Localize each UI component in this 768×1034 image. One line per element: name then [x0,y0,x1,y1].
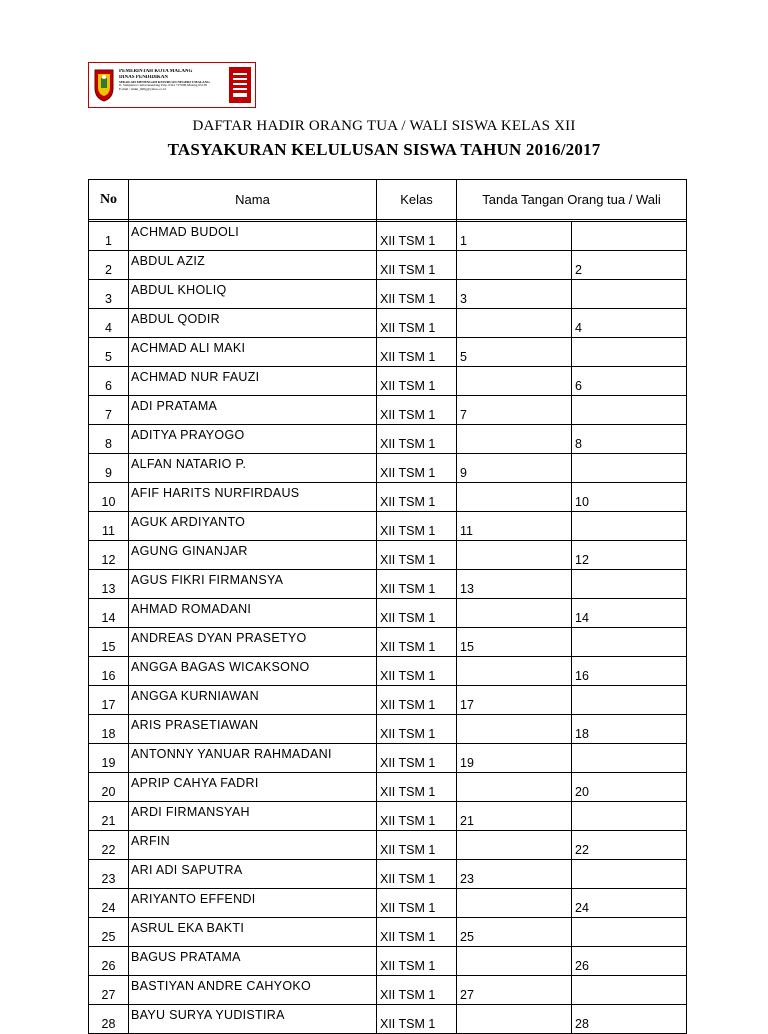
row-number: 2 [89,251,129,280]
row-nama: AGUNG GINANJAR [129,541,377,570]
table-row [89,744,687,773]
row-kelas: XII TSM 1 [377,425,457,454]
row-number: 7 [89,396,129,425]
row-nama: ABDUL QODIR [129,309,377,338]
row-signature-left: 1 [457,222,572,251]
row-nama: ACHMAD BUDOLI [129,222,377,251]
row-kelas: XII TSM 1 [377,1005,457,1034]
table-row [89,773,687,802]
table-row [89,280,687,309]
row-signature-right [572,454,687,483]
header-no: No [89,180,129,220]
row-signature-left [457,309,572,338]
row-kelas: XII TSM 1 [377,251,457,280]
row-nama: ANGGA KURNIAWAN [129,686,377,715]
row-signature-right [572,976,687,1005]
letterhead-line-4: Jl. Sampurna Cemorokandang Telp. 0341 727006 Malang 65138 [119,84,207,88]
row-signature-left [457,657,572,686]
table-row [89,686,687,715]
row-signature-left: 13 [457,570,572,599]
row-signature-left: 17 [457,686,572,715]
table-row [89,483,687,512]
row-number: 28 [89,1005,129,1034]
row-number: 12 [89,541,129,570]
letterhead-line-1: PEMERINTAH KOTA MALANG [119,69,193,74]
row-nama: ARIS PRASETIAWAN [129,715,377,744]
row-signature-right: 28 [572,1005,687,1034]
document-subtitle: TASYAKURAN KELULUSAN SISWA TAHUN 2016/2017 [167,140,601,159]
row-signature-right: 14 [572,599,687,628]
row-kelas: XII TSM 1 [377,715,457,744]
row-nama: ARIYANTO EFFENDI [129,889,377,918]
table-row [89,918,687,947]
row-nama: ACHMAD ALI MAKI [129,338,377,367]
row-kelas: XII TSM 1 [377,570,457,599]
school-emblem-logo [229,67,251,103]
row-number: 22 [89,831,129,860]
table-row [89,454,687,483]
row-number: 25 [89,918,129,947]
city-crest-logo [93,68,115,102]
table-row [89,947,687,976]
row-number: 10 [89,483,129,512]
row-number: 20 [89,773,129,802]
row-number: 19 [89,744,129,773]
row-signature-right: 20 [572,773,687,802]
table-row [89,1005,687,1034]
row-signature-right [572,918,687,947]
row-signature-right: 12 [572,541,687,570]
letterhead-line-3: SEKOLAH MENENGAH KEJURUAN NEGERI 9 MALANG [119,80,210,84]
row-number: 18 [89,715,129,744]
row-nama: APRIP CAHYA FADRI [129,773,377,802]
row-signature-right [572,512,687,541]
row-signature-left: 5 [457,338,572,367]
row-number: 11 [89,512,129,541]
table-row [89,425,687,454]
row-number: 16 [89,657,129,686]
row-signature-right [572,860,687,889]
row-signature-left [457,1005,572,1034]
row-nama: ANTONNY YANUAR RAHMADANI [129,744,377,773]
table-row [89,570,687,599]
row-nama: BASTIYAN ANDRE CAHYOKO [129,976,377,1005]
row-signature-left [457,251,572,280]
table-row [89,976,687,1005]
row-signature-left: 27 [457,976,572,1005]
row-number: 9 [89,454,129,483]
table-row [89,657,687,686]
row-signature-left: 25 [457,918,572,947]
table-row [89,222,687,251]
row-number: 13 [89,570,129,599]
row-number: 5 [89,338,129,367]
row-signature-right [572,338,687,367]
document-title: DAFTAR HADIR ORANG TUA / WALI SISWA KELAS XII [192,118,576,134]
row-nama: ARDI FIRMANSYAH [129,802,377,831]
row-signature-right: 24 [572,889,687,918]
row-kelas: XII TSM 1 [377,599,457,628]
attendance-table [88,179,687,1034]
row-signature-right: 2 [572,251,687,280]
row-kelas: XII TSM 1 [377,744,457,773]
row-nama: ADI PRATAMA [129,396,377,425]
row-nama: AFIF HARITS NURFIRDAUS [129,483,377,512]
header-tanda-tangan: Tanda Tangan Orang tua / Wali [457,180,687,220]
table-row [89,309,687,338]
row-kelas: XII TSM 1 [377,367,457,396]
row-number: 17 [89,686,129,715]
row-nama: ANDREAS DYAN PRASETYO [129,628,377,657]
row-nama: ABDUL KHOLIQ [129,280,377,309]
row-number: 4 [89,309,129,338]
table-row [89,889,687,918]
row-nama: ARFIN [129,831,377,860]
row-signature-left [457,947,572,976]
row-kelas: XII TSM 1 [377,686,457,715]
letterhead [88,62,256,108]
row-signature-left: 23 [457,860,572,889]
table-row [89,628,687,657]
row-nama: BAGUS PRATAMA [129,947,377,976]
table-row [89,831,687,860]
row-kelas: XII TSM 1 [377,222,457,251]
row-signature-right: 16 [572,657,687,686]
row-number: 1 [89,222,129,251]
row-nama: ARI ADI SAPUTRA [129,860,377,889]
table-row [89,802,687,831]
table-row [89,512,687,541]
row-kelas: XII TSM 1 [377,454,457,483]
header-nama: Nama [129,180,377,220]
row-signature-left [457,715,572,744]
row-signature-left [457,773,572,802]
row-kelas: XII TSM 1 [377,541,457,570]
row-kelas: XII TSM 1 [377,889,457,918]
row-nama: AGUS FIKRI FIRMANSYA [129,570,377,599]
row-nama: ASRUL EKA BAKTI [129,918,377,947]
row-nama: ABDUL AZIZ [129,251,377,280]
table-row [89,715,687,744]
attendance-rows [89,222,687,1034]
row-number: 23 [89,860,129,889]
row-kelas: XII TSM 1 [377,918,457,947]
row-nama: AGUK ARDIYANTO [129,512,377,541]
row-signature-right [572,686,687,715]
row-signature-right: 26 [572,947,687,976]
row-number: 15 [89,628,129,657]
row-signature-right [572,628,687,657]
row-kelas: XII TSM 1 [377,831,457,860]
row-signature-right [572,396,687,425]
row-signature-right [572,222,687,251]
row-kelas: XII TSM 1 [377,280,457,309]
row-nama: AHMAD ROMADANI [129,599,377,628]
row-kelas: XII TSM 1 [377,860,457,889]
row-number: 8 [89,425,129,454]
row-nama: ADITYA PRAYOGO [129,425,377,454]
table-row [89,860,687,889]
row-kelas: XII TSM 1 [377,338,457,367]
row-signature-left: 9 [457,454,572,483]
table-row [89,396,687,425]
row-kelas: XII TSM 1 [377,628,457,657]
letterhead-line-5: E-mail : smkn_9mlg@yahoo.co.id [119,88,166,92]
row-signature-left: 21 [457,802,572,831]
table-row [89,338,687,367]
row-signature-right: 10 [572,483,687,512]
row-number: 24 [89,889,129,918]
row-signature-left [457,889,572,918]
table-row [89,599,687,628]
row-signature-right [572,744,687,773]
row-signature-right: 4 [572,309,687,338]
row-nama: ACHMAD NUR FAUZI [129,367,377,396]
row-signature-right: 18 [572,715,687,744]
row-nama: ALFAN NATARIO P. [129,454,377,483]
row-number: 3 [89,280,129,309]
letterhead-line-2: DINAS PENDIDIKAN [119,74,169,80]
row-number: 21 [89,802,129,831]
row-number: 27 [89,976,129,1005]
row-signature-right [572,802,687,831]
row-signature-left [457,367,572,396]
row-signature-right [572,280,687,309]
row-kelas: XII TSM 1 [377,396,457,425]
row-signature-right: 8 [572,425,687,454]
row-signature-left [457,483,572,512]
row-signature-left [457,541,572,570]
row-kelas: XII TSM 1 [377,657,457,686]
row-number: 6 [89,367,129,396]
row-number: 14 [89,599,129,628]
row-signature-left: 11 [457,512,572,541]
row-nama: ANGGA BAGAS WICAKSONO [129,657,377,686]
row-kelas: XII TSM 1 [377,512,457,541]
table-row [89,367,687,396]
table-row [89,251,687,280]
row-signature-left: 15 [457,628,572,657]
row-signature-left [457,599,572,628]
header-kelas: Kelas [377,180,457,220]
row-kelas: XII TSM 1 [377,309,457,338]
row-signature-left: 7 [457,396,572,425]
row-number: 26 [89,947,129,976]
row-signature-left: 3 [457,280,572,309]
row-kelas: XII TSM 1 [377,773,457,802]
row-signature-right: 22 [572,831,687,860]
row-signature-right: 6 [572,367,687,396]
table-row [89,541,687,570]
row-kelas: XII TSM 1 [377,483,457,512]
row-signature-left [457,831,572,860]
row-signature-left [457,425,572,454]
row-nama: BAYU SURYA YUDISTIRA [129,1005,377,1034]
row-kelas: XII TSM 1 [377,976,457,1005]
row-kelas: XII TSM 1 [377,802,457,831]
row-signature-right [572,570,687,599]
row-signature-left: 19 [457,744,572,773]
row-kelas: XII TSM 1 [377,947,457,976]
